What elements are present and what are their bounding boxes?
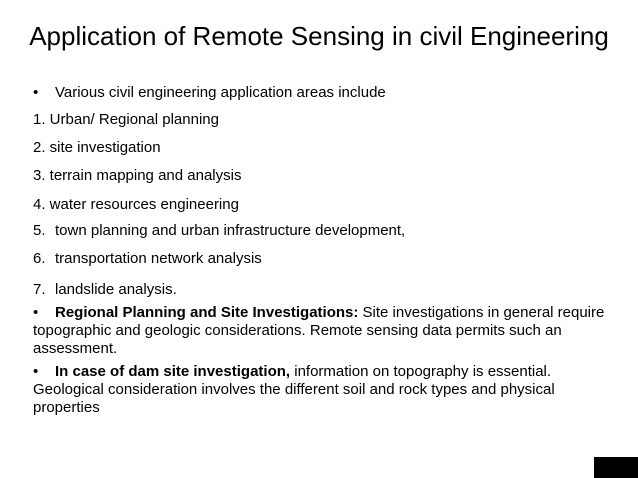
paragraph-dam-site xyxy=(33,363,613,417)
paragraph-text: information on topography is essential. Geological consideration involves the different soil and rock types and physical properties xyxy=(33,363,555,416)
paragraph-regional-planning xyxy=(33,304,613,358)
bullet-icon: • xyxy=(33,363,39,380)
paragraph-text: Site investigations in general require topographic and geologic considerations. Remote sensing data permits such an assessment. xyxy=(33,304,605,357)
list-number: 6. xyxy=(33,250,46,267)
slide-corner-box xyxy=(594,457,638,478)
list-item xyxy=(33,222,405,240)
list-item xyxy=(33,281,177,299)
list-number: 7. xyxy=(33,281,46,298)
bullet-icon: • xyxy=(33,304,39,321)
bullet-icon: • xyxy=(33,84,39,101)
list-item: 1. Urban/ Regional planning xyxy=(33,111,219,128)
list-item-text: town planning and urban infrastructure development, xyxy=(55,222,406,239)
list-item xyxy=(33,250,262,268)
list-number: 5. xyxy=(33,222,46,239)
intro-text: Various civil engineering application areas include xyxy=(55,84,386,101)
list-item: 4. water resources engineering xyxy=(33,196,239,213)
intro-bullet-item xyxy=(33,84,386,102)
list-item: 2. site investigation xyxy=(33,139,161,156)
paragraph-heading: Regional Planning and Site Investigations: xyxy=(55,304,359,321)
slide-title: Application of Remote Sensing in civil Engineering xyxy=(29,21,609,51)
list-item: 3. terrain mapping and analysis xyxy=(33,167,242,184)
paragraph-heading: In case of dam site investigation, xyxy=(55,363,291,380)
list-item-text: transportation network analysis xyxy=(55,250,262,267)
list-item-text: landslide analysis. xyxy=(55,281,177,298)
